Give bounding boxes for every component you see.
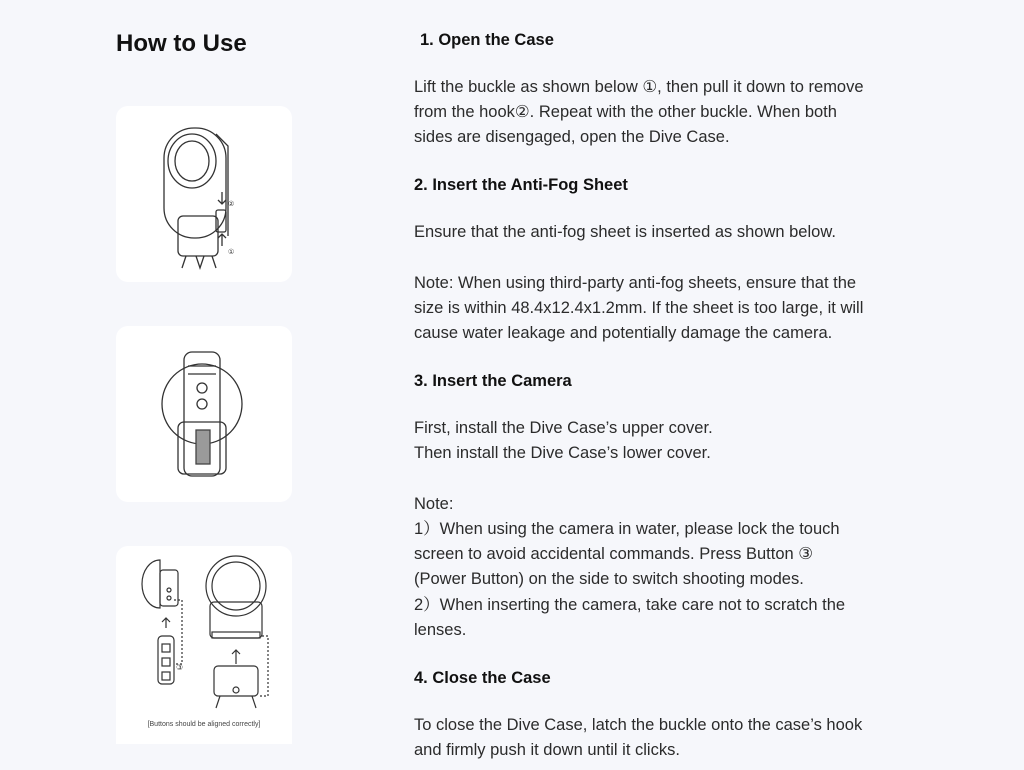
step-2-note-3: cause water leakage and potentially damage the camera. (414, 324, 833, 342)
step-3-note-1: Note: (414, 495, 454, 513)
step-1-line-1: Lift the buckle as shown below ①, then pull it down to remove (414, 78, 864, 96)
marker-2: ② (228, 200, 235, 208)
step-4-line-1: To close the Dive Case, latch the buckle onto the case’s hook (414, 716, 863, 734)
figure-open-case (116, 106, 292, 282)
step-3-line-1: First, install the Dive Case’s upper cover. (414, 419, 713, 437)
step-4-heading: 4. Close the Case (414, 669, 551, 687)
step-2-note-1: Note: When using third-party anti-fog sheets, ensure that the (414, 274, 857, 292)
step-2-heading: 2. Insert the Anti-Fog Sheet (414, 176, 628, 194)
insert-camera-illustration (116, 546, 292, 716)
step-4-line-2: and firmly push it down until it clicks. (414, 741, 680, 759)
step-2-line-1: Ensure that the anti-fog sheet is inserted as shown below. (414, 223, 836, 241)
figure-insert-camera (116, 546, 292, 744)
open-case-illustration (116, 106, 292, 282)
step-3-note-4: (Power Button) on the side to switch shooting modes. (414, 570, 804, 588)
step-3-note-2: 1）When using the camera in water, please lock the touch (414, 520, 840, 538)
step-3-heading: 3. Insert the Camera (414, 372, 572, 390)
step-3-line-2: Then install the Dive Case’s lower cover. (414, 444, 711, 462)
step-3-note-6: lenses. (414, 621, 467, 639)
anti-fog-illustration (116, 326, 292, 502)
step-2-note-2: size is within 48.4x12.4x1.2mm. If the sheet is too large, it will (414, 299, 864, 317)
marker-3: ③ (176, 663, 184, 672)
figure-anti-fog-sheet (116, 326, 292, 502)
step-1-line-2: from the hook②. Repeat with the other buckle. When both (414, 103, 837, 121)
step-3-note-5: 2）When inserting the camera, take care not to scratch the (414, 596, 846, 614)
page-title: How to Use (116, 30, 247, 57)
marker-1: ① (228, 248, 235, 256)
step-1-heading: 1. Open the Case (420, 31, 554, 49)
figure-caption: [Buttons should be aligned correctly] (147, 721, 261, 728)
step-1-line-3: sides are disengaged, open the Dive Case. (414, 128, 730, 146)
step-3-note-3: screen to avoid accidental commands. Press Button ③ (414, 545, 814, 563)
